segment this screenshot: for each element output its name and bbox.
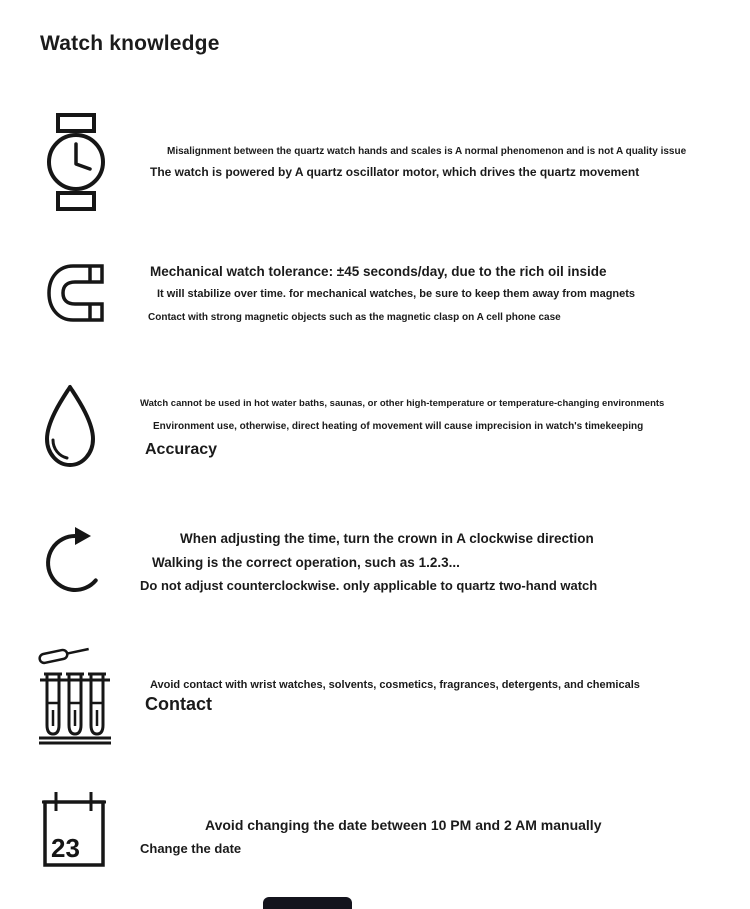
magnet-tolerance-heading: Mechanical watch tolerance: ±45 seconds/day, due to the rich oil inside (150, 264, 607, 279)
calendar-day-number: 23 (51, 833, 80, 863)
water-drop-icon (40, 383, 100, 470)
magnet-stabilize-text: It will stabilize over time. for mechanical watches, be sure to keep them away from magnets (157, 288, 636, 300)
chemicals-warning-text: Avoid contact with wrist watches, solvents, cosmetics, fragrances, detergents, and chemicals (150, 679, 640, 691)
accuracy-heading: Accuracy (145, 441, 218, 458)
calendar-icon (42, 789, 106, 868)
quartz-motor-text: The watch is powered by A quartz oscillator motor, which drives the quartz movement (150, 165, 640, 179)
bottom-bar (263, 897, 352, 909)
clockwise-arrow-icon (42, 522, 108, 597)
page-title: Watch knowledge (40, 32, 220, 55)
clockwise-heading: When adjusting the time, turn the crown in A clockwise direction (180, 531, 594, 546)
contact-heading: Contact (145, 694, 212, 714)
counterclockwise-warning: Do not adjust counterclockwise. only applicable to quartz two-hand watch (140, 578, 598, 593)
date-change-warning: Avoid changing the date between 10 PM and 2 AM manually (205, 817, 602, 833)
watch-icon (45, 112, 107, 212)
chemicals-icon (38, 646, 112, 745)
magnet-contact-text: Contact with strong magnetic objects such as the magnetic clasp on A cell phone case (148, 312, 561, 323)
temperature-warning-text: Watch cannot be used in hot water baths, saunas, or other high-temperature or temperature-changing environments (140, 398, 665, 409)
walking-operation-text: Walking is the correct operation, such as 1.2.3... (152, 555, 460, 570)
environment-text: Environment use, otherwise, direct heating of movement will cause imprecision in watch's timekeeping (153, 421, 644, 432)
quartz-misalignment-note: Misalignment between the quartz watch hands and scales is A normal phenomenon and is not A quality issue (167, 146, 687, 157)
magnet-icon (45, 262, 105, 324)
change-date-heading: Change the date (140, 841, 242, 856)
